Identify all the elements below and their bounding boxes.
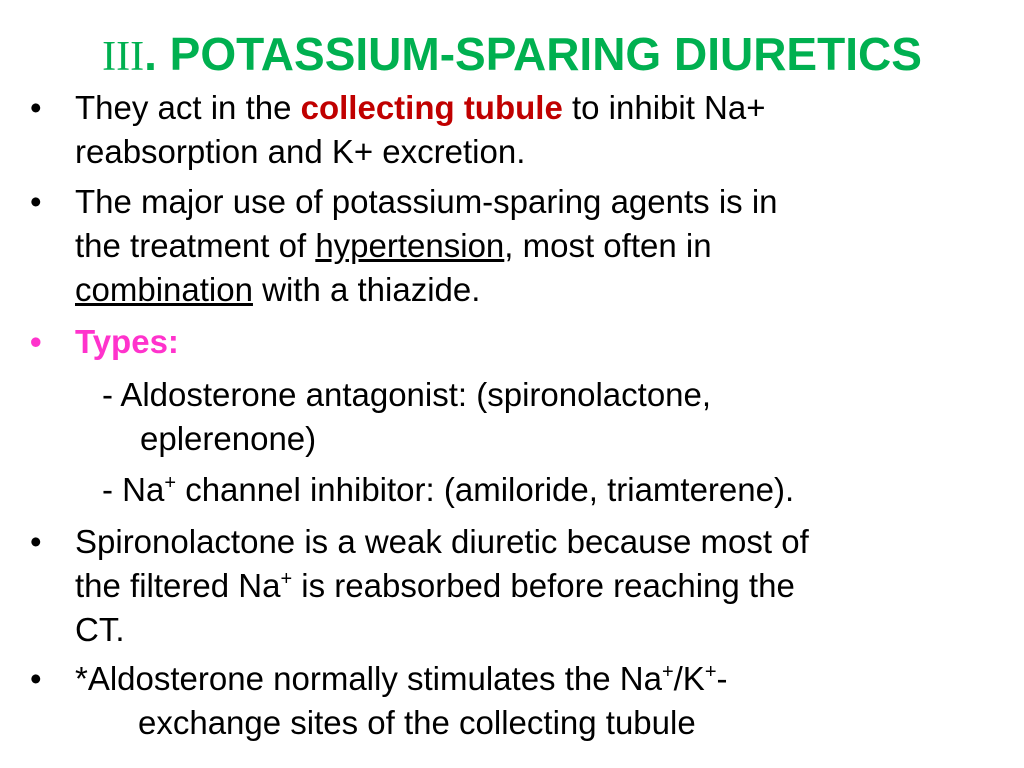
superscript-plus: + <box>280 568 293 590</box>
bullet-line <box>75 224 975 268</box>
bullet-dot: • <box>30 183 42 220</box>
text-run: - Na <box>102 471 165 508</box>
text-run: /K <box>673 660 705 697</box>
bullet-dot: • <box>30 523 42 560</box>
text-run: *Aldosterone normally stimulates the Na <box>75 660 662 697</box>
title-text: . POTASSIUM-SPARING DIURETICS <box>144 28 922 80</box>
superscript-plus: + <box>164 472 177 494</box>
superscript-plus: + <box>661 661 674 683</box>
bullet-line: The major use of potassium-sparing agents is in <box>75 183 778 220</box>
bullet-line: CT. <box>75 611 125 648</box>
text-run: with a thiazide. <box>252 271 481 308</box>
text-run: the treatment of <box>75 227 316 264</box>
sub-item-aldosterone-antagonist <box>102 373 982 461</box>
bullet-line: Spironolactone is a weak diuretic because most of <box>75 523 809 560</box>
bullet-line <box>75 268 975 312</box>
text-run: - <box>716 660 728 697</box>
bullet-mechanism <box>30 86 975 174</box>
title-roman-numeral: III <box>102 34 145 80</box>
bullet-aldosterone <box>30 657 975 745</box>
text-run: is reabsorbed before reaching the <box>292 567 795 604</box>
bullet-major-use <box>30 180 975 312</box>
sub-line: - Aldosterone antagonist: (spironolactone, <box>102 376 712 413</box>
text-run: channel inhibitor: (amiloride, triamterene). <box>176 471 795 508</box>
underline-combination: combination <box>75 271 253 308</box>
sub-line <box>102 468 982 512</box>
bullet-dot: • <box>30 89 42 126</box>
bullet-dot: • <box>30 323 42 360</box>
bullet-dot: • <box>30 660 42 697</box>
text-run: to inhibit Na+ <box>562 89 766 126</box>
bullet-line: exchange sites of the collecting tubule <box>138 704 696 741</box>
sub-line: eplerenone) <box>140 420 317 457</box>
bullet-types <box>30 320 975 364</box>
superscript-plus: + <box>704 661 717 683</box>
sub-item-na-channel-inhibitor <box>102 468 982 512</box>
bullet-line <box>75 657 975 701</box>
types-label: Types: <box>75 323 179 360</box>
underline-hypertension: hypertension <box>315 227 505 264</box>
highlight-collecting-tubule: collecting tubule <box>300 89 563 126</box>
bullet-line <box>75 86 975 130</box>
bullet-line: reabsorption and K+ excretion. <box>75 133 526 170</box>
bullet-line <box>75 564 975 608</box>
bullet-spironolactone <box>30 520 975 652</box>
text-run: the filtered Na <box>75 567 281 604</box>
text-run: , most often in <box>504 227 712 264</box>
text-run: They act in the <box>75 89 301 126</box>
